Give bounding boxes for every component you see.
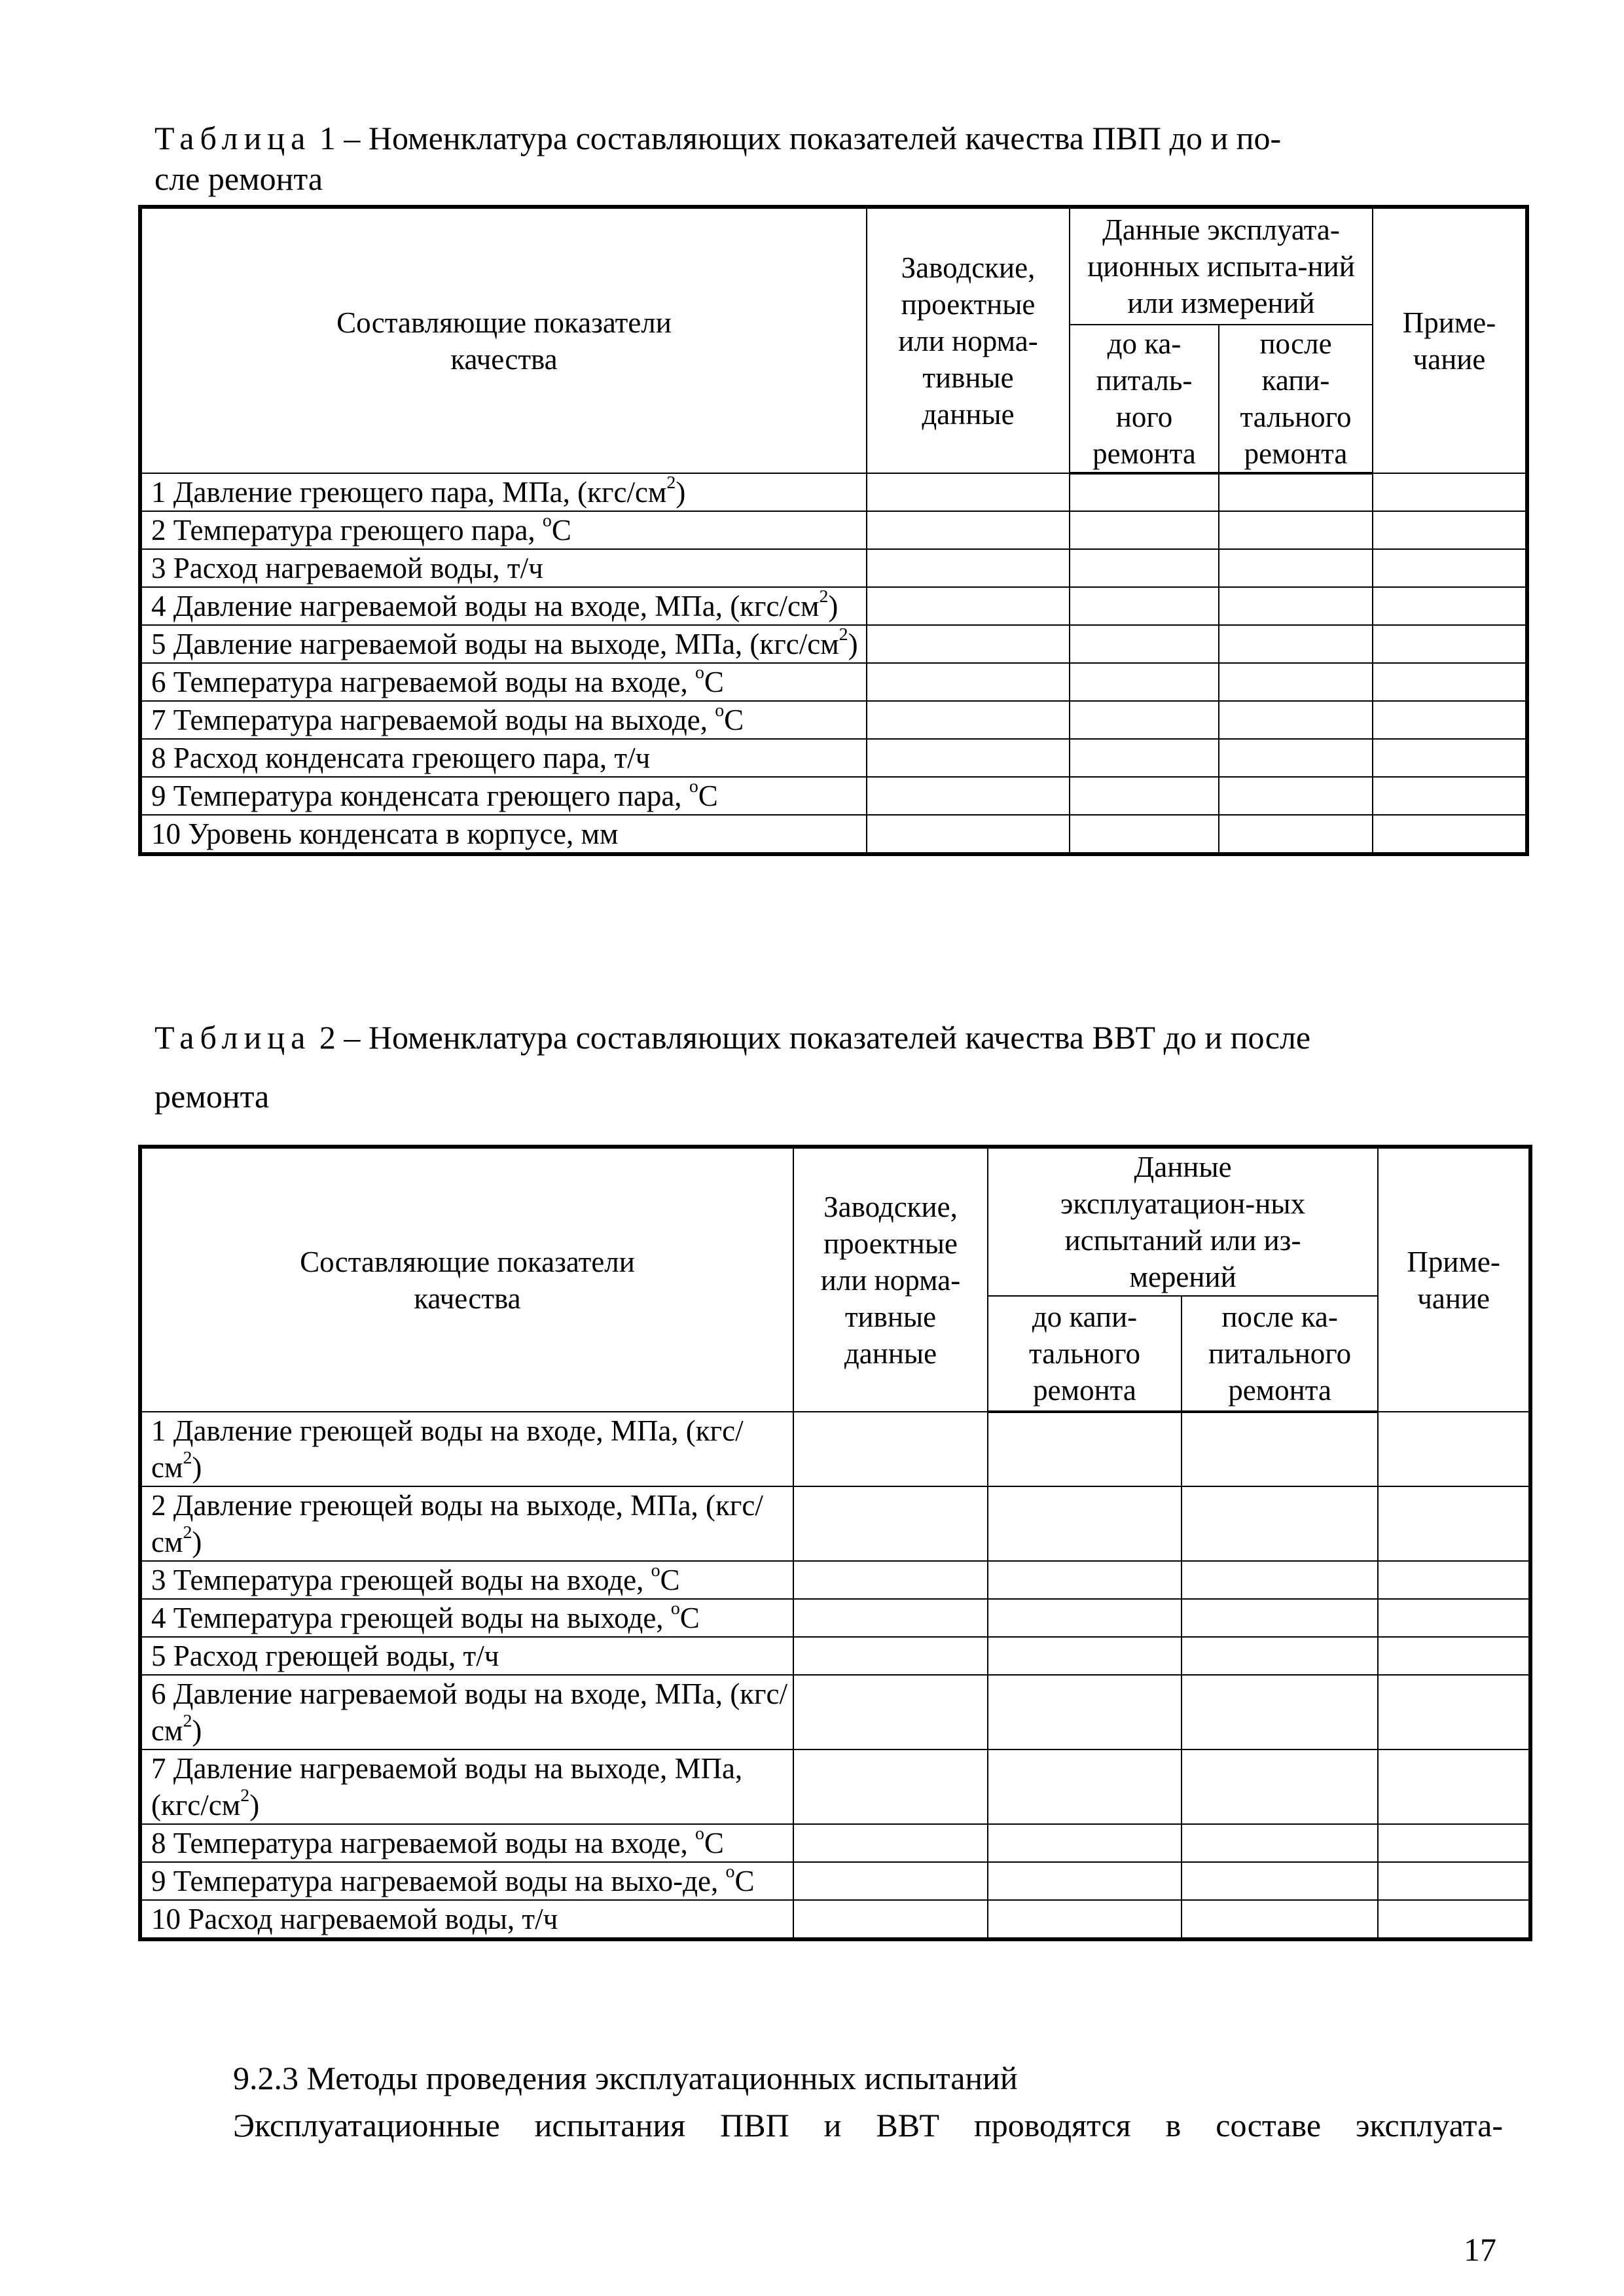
param-cell xyxy=(140,1675,793,1749)
value-cell xyxy=(1182,1561,1378,1599)
unit-superscript: о xyxy=(695,1823,704,1844)
param-cell xyxy=(140,777,867,815)
table2-header-after: после ка-питального ремонта xyxy=(1182,1296,1378,1412)
unit-suffix: ) xyxy=(249,1789,260,1821)
value-cell xyxy=(867,701,1070,739)
value-cell xyxy=(1378,1749,1530,1824)
value-cell xyxy=(1182,1749,1378,1824)
table2-header-before: до капи-тального ремонта xyxy=(988,1296,1182,1412)
unit-superscript: 2 xyxy=(183,1711,192,1732)
value-cell xyxy=(1373,777,1527,815)
param-cell xyxy=(140,625,867,663)
value-cell xyxy=(1373,511,1527,549)
param-cell xyxy=(140,1412,793,1486)
value-cell xyxy=(1373,473,1527,511)
unit-suffix: ) xyxy=(828,590,839,622)
value-cell xyxy=(1219,739,1373,777)
param-text: 10 Уровень конденсата в корпусе, мм xyxy=(151,817,619,850)
unit-suffix: ) xyxy=(848,628,858,660)
param-cell xyxy=(140,739,867,777)
unit-superscript: о xyxy=(725,1861,735,1882)
value-cell xyxy=(867,587,1070,625)
table1-header-after: после капи-тального ремонта xyxy=(1219,325,1373,473)
value-cell xyxy=(988,1412,1182,1486)
unit-superscript: 2 xyxy=(839,624,848,645)
unit-suffix: С xyxy=(679,1602,700,1634)
value-cell xyxy=(793,1637,988,1675)
value-cell xyxy=(1070,815,1219,854)
unit-superscript: о xyxy=(651,1560,660,1581)
value-cell xyxy=(1378,1412,1530,1486)
value-cell xyxy=(793,1412,988,1486)
param-text: 4 Давление нагреваемой воды на входе, МПа, (кгс/см xyxy=(151,590,820,622)
value-cell xyxy=(1070,511,1219,549)
param-cell xyxy=(140,815,867,854)
value-cell xyxy=(1182,1900,1378,1939)
param-text: 8 Температура нагреваемой воды на входе, xyxy=(151,1827,695,1859)
unit-suffix: С xyxy=(660,1564,680,1596)
table-row xyxy=(140,1862,1530,1900)
table-row xyxy=(140,739,1527,777)
value-cell xyxy=(1219,587,1373,625)
value-cell xyxy=(793,1900,988,1939)
value-cell xyxy=(1182,1599,1378,1637)
table-row xyxy=(140,777,1527,815)
unit-suffix: С xyxy=(704,1827,724,1859)
param-text: 2 Температура греющего пара, xyxy=(151,514,543,547)
table-row xyxy=(140,587,1527,625)
unit-suffix: ) xyxy=(676,476,686,509)
value-cell xyxy=(1378,1561,1530,1599)
param-cell xyxy=(140,473,867,511)
value-cell xyxy=(793,1486,988,1561)
unit-superscript: о xyxy=(695,662,704,683)
value-cell xyxy=(793,1675,988,1749)
value-cell xyxy=(867,473,1070,511)
unit-superscript: 2 xyxy=(183,1448,192,1469)
value-cell xyxy=(867,739,1070,777)
table1-caption xyxy=(154,118,1477,199)
table1-header-note: Приме-чание xyxy=(1373,207,1527,473)
table-row xyxy=(140,1561,1530,1599)
unit-superscript: 2 xyxy=(240,1785,250,1806)
value-cell xyxy=(1373,701,1527,739)
param-cell xyxy=(140,1599,793,1637)
value-cell xyxy=(1182,1675,1378,1749)
value-cell xyxy=(1182,1862,1378,1900)
value-cell xyxy=(988,1637,1182,1675)
value-cell xyxy=(988,1824,1182,1862)
unit-suffix: С xyxy=(698,780,718,812)
param-text: 10 Расход нагреваемой воды, т/ч xyxy=(151,1903,558,1935)
table2 xyxy=(138,1145,1532,1941)
value-cell xyxy=(1070,549,1219,587)
value-cell xyxy=(1373,739,1527,777)
value-cell xyxy=(867,625,1070,663)
param-text: 7 Давление нагреваемой воды на выходе, МПа, (кгс/см xyxy=(151,1752,743,1821)
value-cell xyxy=(1070,587,1219,625)
value-cell xyxy=(1378,1900,1530,1939)
value-cell xyxy=(867,663,1070,701)
value-cell xyxy=(867,549,1070,587)
value-cell xyxy=(793,1561,988,1599)
param-text: 9 Температура нагреваемой воды на выхо-де, xyxy=(151,1865,726,1897)
value-cell xyxy=(1219,625,1373,663)
param-text: 8 Расход конденсата греющего пара, т/ч xyxy=(151,742,651,774)
unit-superscript: о xyxy=(689,776,698,797)
table1-caption-text-cont: сле ремонта xyxy=(154,160,323,197)
value-cell xyxy=(988,1900,1182,1939)
value-cell xyxy=(1182,1637,1378,1675)
table1-caption-label: Таблица xyxy=(154,120,312,156)
param-text: 2 Давление греющей воды на выходе, МПа, (кгс/см xyxy=(151,1489,763,1558)
table-row xyxy=(140,663,1527,701)
value-cell xyxy=(867,777,1070,815)
value-cell xyxy=(1219,815,1373,854)
value-cell xyxy=(1378,1675,1530,1749)
value-cell xyxy=(1378,1637,1530,1675)
param-cell xyxy=(140,1749,793,1824)
body-paragraph: Эксплуатационные испытания ПВП и ВВТ проводятся в составе эксплуата- xyxy=(233,2107,1503,2144)
table2-header-param: Составляющие показатели качества xyxy=(140,1147,793,1412)
value-cell xyxy=(1070,663,1219,701)
value-cell xyxy=(1070,701,1219,739)
value-cell xyxy=(1378,1486,1530,1561)
value-cell xyxy=(1219,473,1373,511)
value-cell xyxy=(1373,549,1527,587)
table-row xyxy=(140,701,1527,739)
unit-superscript: 2 xyxy=(183,1522,192,1543)
param-cell xyxy=(140,663,867,701)
value-cell xyxy=(1219,663,1373,701)
table1-header-factory: Заводские, проектные или норма-тивные данные xyxy=(867,207,1070,473)
table2-header-group: Данные эксплуатацион-ных испытаний или из-мерений xyxy=(988,1147,1378,1296)
value-cell xyxy=(1182,1824,1378,1862)
param-text: 6 Давление нагреваемой воды на входе, МПа, (кгс/см xyxy=(151,1677,787,1747)
table2-header-factory: Заводские, проектные или норма-тивные данные xyxy=(793,1147,988,1412)
value-cell xyxy=(988,1675,1182,1749)
param-cell xyxy=(140,511,867,549)
unit-superscript: о xyxy=(715,700,725,721)
value-cell xyxy=(1373,815,1527,854)
table-row xyxy=(140,1675,1530,1749)
value-cell xyxy=(1182,1486,1378,1561)
param-cell xyxy=(140,1862,793,1900)
param-text: 4 Температура греющей воды на выходе, xyxy=(151,1602,671,1634)
value-cell xyxy=(1219,777,1373,815)
table-row xyxy=(140,549,1527,587)
param-text: 1 Давление греющего пара, МПа, (кгс/см xyxy=(151,476,667,509)
table-row xyxy=(140,511,1527,549)
unit-superscript: 2 xyxy=(819,586,829,607)
param-cell xyxy=(140,549,867,587)
page-number: 17 xyxy=(1464,2231,1496,2268)
param-cell xyxy=(140,1824,793,1862)
param-text: 7 Температура нагреваемой воды на выходе, xyxy=(151,704,715,736)
table-row xyxy=(140,1749,1530,1824)
param-cell xyxy=(140,587,867,625)
unit-suffix: ) xyxy=(192,1526,202,1558)
param-cell xyxy=(140,1900,793,1939)
table2-header-note: Приме-чание xyxy=(1378,1147,1530,1412)
value-cell xyxy=(988,1749,1182,1824)
table2-caption xyxy=(154,1008,1477,1126)
param-text: 3 Температура греющей воды на входе, xyxy=(151,1564,651,1596)
unit-superscript: 2 xyxy=(666,473,676,493)
value-cell xyxy=(1219,549,1373,587)
value-cell xyxy=(988,1486,1182,1561)
value-cell xyxy=(793,1749,988,1824)
value-cell xyxy=(1378,1824,1530,1862)
value-cell xyxy=(793,1862,988,1900)
param-cell xyxy=(140,1486,793,1561)
table2-caption-text: 2 – Номенклатура составляющих показателей качества ВВТ до и после xyxy=(311,1019,1311,1056)
table2-caption-label: Таблица xyxy=(154,1019,312,1056)
param-text: 9 Температура конденсата греющего пара, xyxy=(151,780,689,812)
value-cell xyxy=(988,1599,1182,1637)
value-cell xyxy=(1219,511,1373,549)
table-row xyxy=(140,1412,1530,1486)
table-row xyxy=(140,473,1527,511)
table1-header-group: Данные эксплуата-ционных испыта-ний или измерений xyxy=(1070,207,1373,325)
value-cell xyxy=(1378,1599,1530,1637)
value-cell xyxy=(1070,777,1219,815)
table-row xyxy=(140,1486,1530,1561)
value-cell xyxy=(867,511,1070,549)
table1 xyxy=(138,205,1529,856)
value-cell xyxy=(793,1824,988,1862)
table-row xyxy=(140,815,1527,854)
unit-suffix: ) xyxy=(192,1451,202,1484)
param-cell xyxy=(140,1561,793,1599)
table1-header-before: до ка-питаль-ного ремонта xyxy=(1070,325,1219,473)
param-text: 5 Давление нагреваемой воды на выходе, МПа, (кгс/см xyxy=(151,628,839,660)
section-heading: 9.2.3 Методы проведения эксплуатационных испытаний xyxy=(233,2060,1018,2096)
param-text: 5 Расход греющей воды, т/ч xyxy=(151,1640,499,1672)
value-cell xyxy=(1182,1412,1378,1486)
unit-suffix: С xyxy=(704,666,724,698)
table-row xyxy=(140,625,1527,663)
value-cell xyxy=(867,815,1070,854)
value-cell xyxy=(988,1561,1182,1599)
param-text: 3 Расход нагреваемой воды, т/ч xyxy=(151,552,543,584)
unit-superscript: о xyxy=(670,1598,680,1619)
param-text: 1 Давление греющей воды на входе, МПа, (кгс/см xyxy=(151,1414,744,1484)
value-cell xyxy=(1373,587,1527,625)
param-cell xyxy=(140,1637,793,1675)
value-cell xyxy=(988,1862,1182,1900)
table-row xyxy=(140,1637,1530,1675)
value-cell xyxy=(1373,663,1527,701)
table-row xyxy=(140,1599,1530,1637)
unit-superscript: о xyxy=(542,511,552,531)
table-row xyxy=(140,1900,1530,1939)
unit-suffix: С xyxy=(551,514,571,547)
table2-caption-text-cont: ремонта xyxy=(154,1078,270,1115)
value-cell xyxy=(1070,625,1219,663)
value-cell xyxy=(1378,1862,1530,1900)
value-cell xyxy=(793,1599,988,1637)
unit-suffix: С xyxy=(724,704,744,736)
table-row xyxy=(140,1824,1530,1862)
table1-caption-text: 1 – Номенклатура составляющих показателей качества ПВП до и по- xyxy=(311,120,1282,156)
table1-header-param: Составляющие показатели качества xyxy=(140,207,867,473)
value-cell xyxy=(1373,625,1527,663)
unit-suffix: С xyxy=(734,1865,755,1897)
value-cell xyxy=(1070,473,1219,511)
param-text: 6 Температура нагреваемой воды на входе, xyxy=(151,666,695,698)
param-cell xyxy=(140,701,867,739)
value-cell xyxy=(1219,701,1373,739)
value-cell xyxy=(1070,739,1219,777)
unit-suffix: ) xyxy=(192,1714,202,1747)
